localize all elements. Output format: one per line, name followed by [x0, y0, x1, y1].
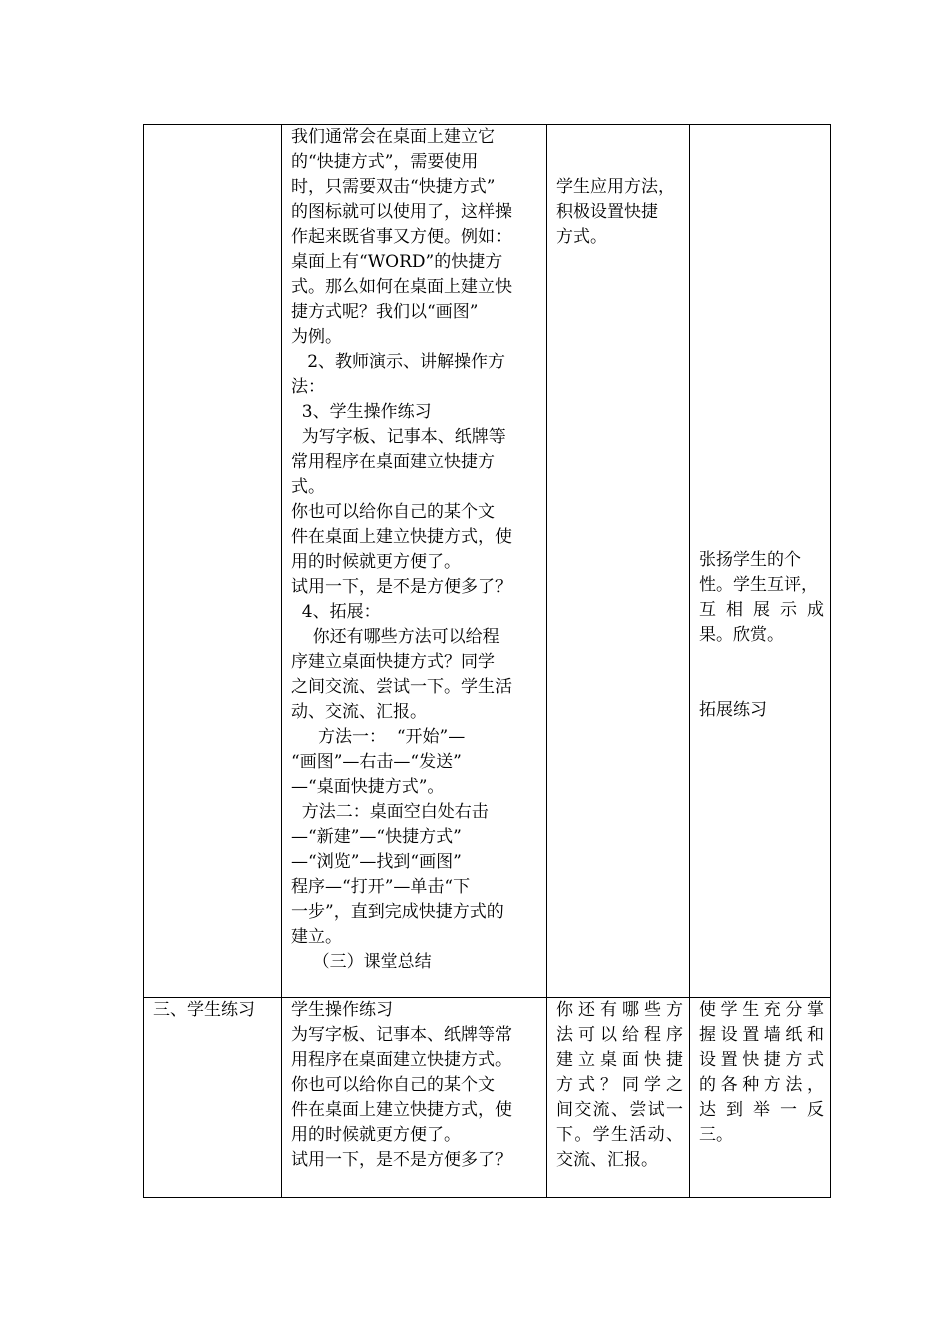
text-line: 一步”，直到完成快捷方式的: [291, 902, 504, 922]
text-line: 互相展示成: [699, 600, 824, 620]
text-line: —“桌面快捷方式”。: [291, 777, 445, 797]
text-line: 你还有哪些方法可以给程: [291, 627, 500, 647]
text-line: 的“快捷方式”，需要使用: [291, 152, 479, 172]
text-line: 方式？同学之: [556, 1075, 683, 1095]
text-line: 之间交流、尝试一下。学生活: [291, 677, 512, 697]
text-line: 3、学生操作练习: [291, 402, 432, 422]
text-line: 建立。: [291, 927, 342, 947]
table-row: [144, 998, 831, 1198]
text-line: 时，只需要双击“快捷方式”: [291, 177, 496, 197]
text-line: 方法一： “开始”—: [291, 727, 466, 747]
text-line: 捷方式呢？我们以“画图”: [291, 302, 479, 322]
text-line: 的各种方法，: [699, 1075, 824, 1095]
text-line: 序建立桌面快捷方式？同学: [291, 652, 495, 672]
extension-practice-label: 拓展练习: [699, 700, 767, 720]
text-line: 张扬学生的个: [699, 550, 801, 570]
text-line: 使学生充分掌: [699, 1000, 824, 1020]
text-line: 我们通常会在桌面上建立它: [291, 127, 495, 147]
design-intent-cell: [690, 125, 831, 998]
text-line: —“新建”—“快捷方式”: [291, 827, 462, 847]
text-line: 你也可以给你自己的某个文: [291, 1075, 495, 1095]
text-line: 件在桌面上建立快捷方式，使: [291, 1100, 512, 1120]
text-line: 用的时候就更方便了。: [291, 1125, 461, 1145]
text-line: 的图标就可以使用了，这样操: [291, 202, 512, 222]
text-line: 方法二：桌面空白处右击: [291, 802, 489, 822]
design-intent-lines: [699, 548, 824, 648]
text-line: 式。: [291, 477, 325, 497]
text-line: 达到举一反: [699, 1100, 824, 1120]
text-line: 性。学生互评，: [699, 575, 818, 595]
text-line: 用的时候就更方便了。: [291, 552, 461, 572]
text-line: 果。欣赏。: [699, 625, 784, 645]
design-intent-cell: [690, 998, 831, 1198]
text-line: 试用一下，是不是方便多了？: [291, 577, 512, 597]
text-line: 下。学生活动、: [556, 1125, 683, 1145]
text-line: 交流、汇报。: [556, 1150, 658, 1170]
student-activity-text: [547, 125, 689, 250]
text-line: —“浏览”—找到“画图”: [291, 852, 462, 872]
text-line: 为例。: [291, 327, 342, 347]
teacher-activity-text: [282, 998, 546, 1173]
text-line: 为写字板、记事本、纸牌等: [291, 427, 506, 447]
text-line: 程序—“打开”—单击“下: [291, 877, 471, 897]
stage-cell: [144, 125, 282, 998]
teacher-activity-text: [282, 125, 546, 975]
design-intent-text: [690, 125, 830, 723]
text-line: 你还有哪些方: [556, 1000, 683, 1020]
text-line: 方式。: [556, 227, 607, 247]
text-line: 桌面上有“WORD”的快捷方: [291, 252, 503, 272]
text-line: 法：: [291, 377, 325, 397]
text-line: 式。那么如何在桌面上建立快: [291, 277, 512, 297]
table-row: [144, 125, 831, 998]
text-line: 为写字板、记事本、纸牌等常: [291, 1025, 512, 1045]
text-line: 动、交流、汇报。: [291, 702, 427, 722]
text-line: 2、教师演示、讲解操作方: [291, 352, 506, 372]
text-line: 常用程序在桌面建立快捷方: [291, 452, 495, 472]
student-activity-cell: [547, 998, 690, 1198]
design-intent-text: [690, 998, 830, 1148]
text-line: 设置快捷方式: [699, 1050, 824, 1070]
text-line: 三。: [699, 1125, 733, 1145]
teacher-activity-cell: [282, 125, 547, 998]
teacher-activity-cell: [282, 998, 547, 1198]
text-line: 用程序在桌面建立快捷方式。: [291, 1050, 512, 1070]
text-line: 间交流、尝试一: [556, 1100, 683, 1120]
text-line: 试用一下，是不是方便多了？: [291, 1150, 512, 1170]
text-line: 学生应用方法，: [556, 177, 675, 197]
text-line: 作起来既省事又方便。例如：: [291, 227, 512, 247]
text-line: 你也可以给你自己的某个文: [291, 502, 495, 522]
text-line: 法可以给程序: [556, 1025, 683, 1045]
stage-label: 三、学生练习: [153, 1000, 255, 1020]
stage-cell: [144, 998, 282, 1198]
text-line: 握设置墙纸和: [699, 1025, 824, 1045]
text-line: 件在桌面上建立快捷方式，使: [291, 527, 512, 547]
text-line: 学生操作练习: [291, 1000, 393, 1020]
text-line: 积极设置快捷: [556, 202, 658, 222]
lesson-plan-table: [143, 124, 831, 1198]
text-line: 4、拓展：: [291, 602, 381, 622]
text-line: 建立桌面快捷: [556, 1050, 683, 1070]
student-activity-cell: [547, 125, 690, 998]
text-line: （三）课堂总结: [291, 952, 432, 972]
student-activity-text: [547, 998, 689, 1173]
text-line: “画图”—右击—“发送”: [291, 752, 462, 772]
